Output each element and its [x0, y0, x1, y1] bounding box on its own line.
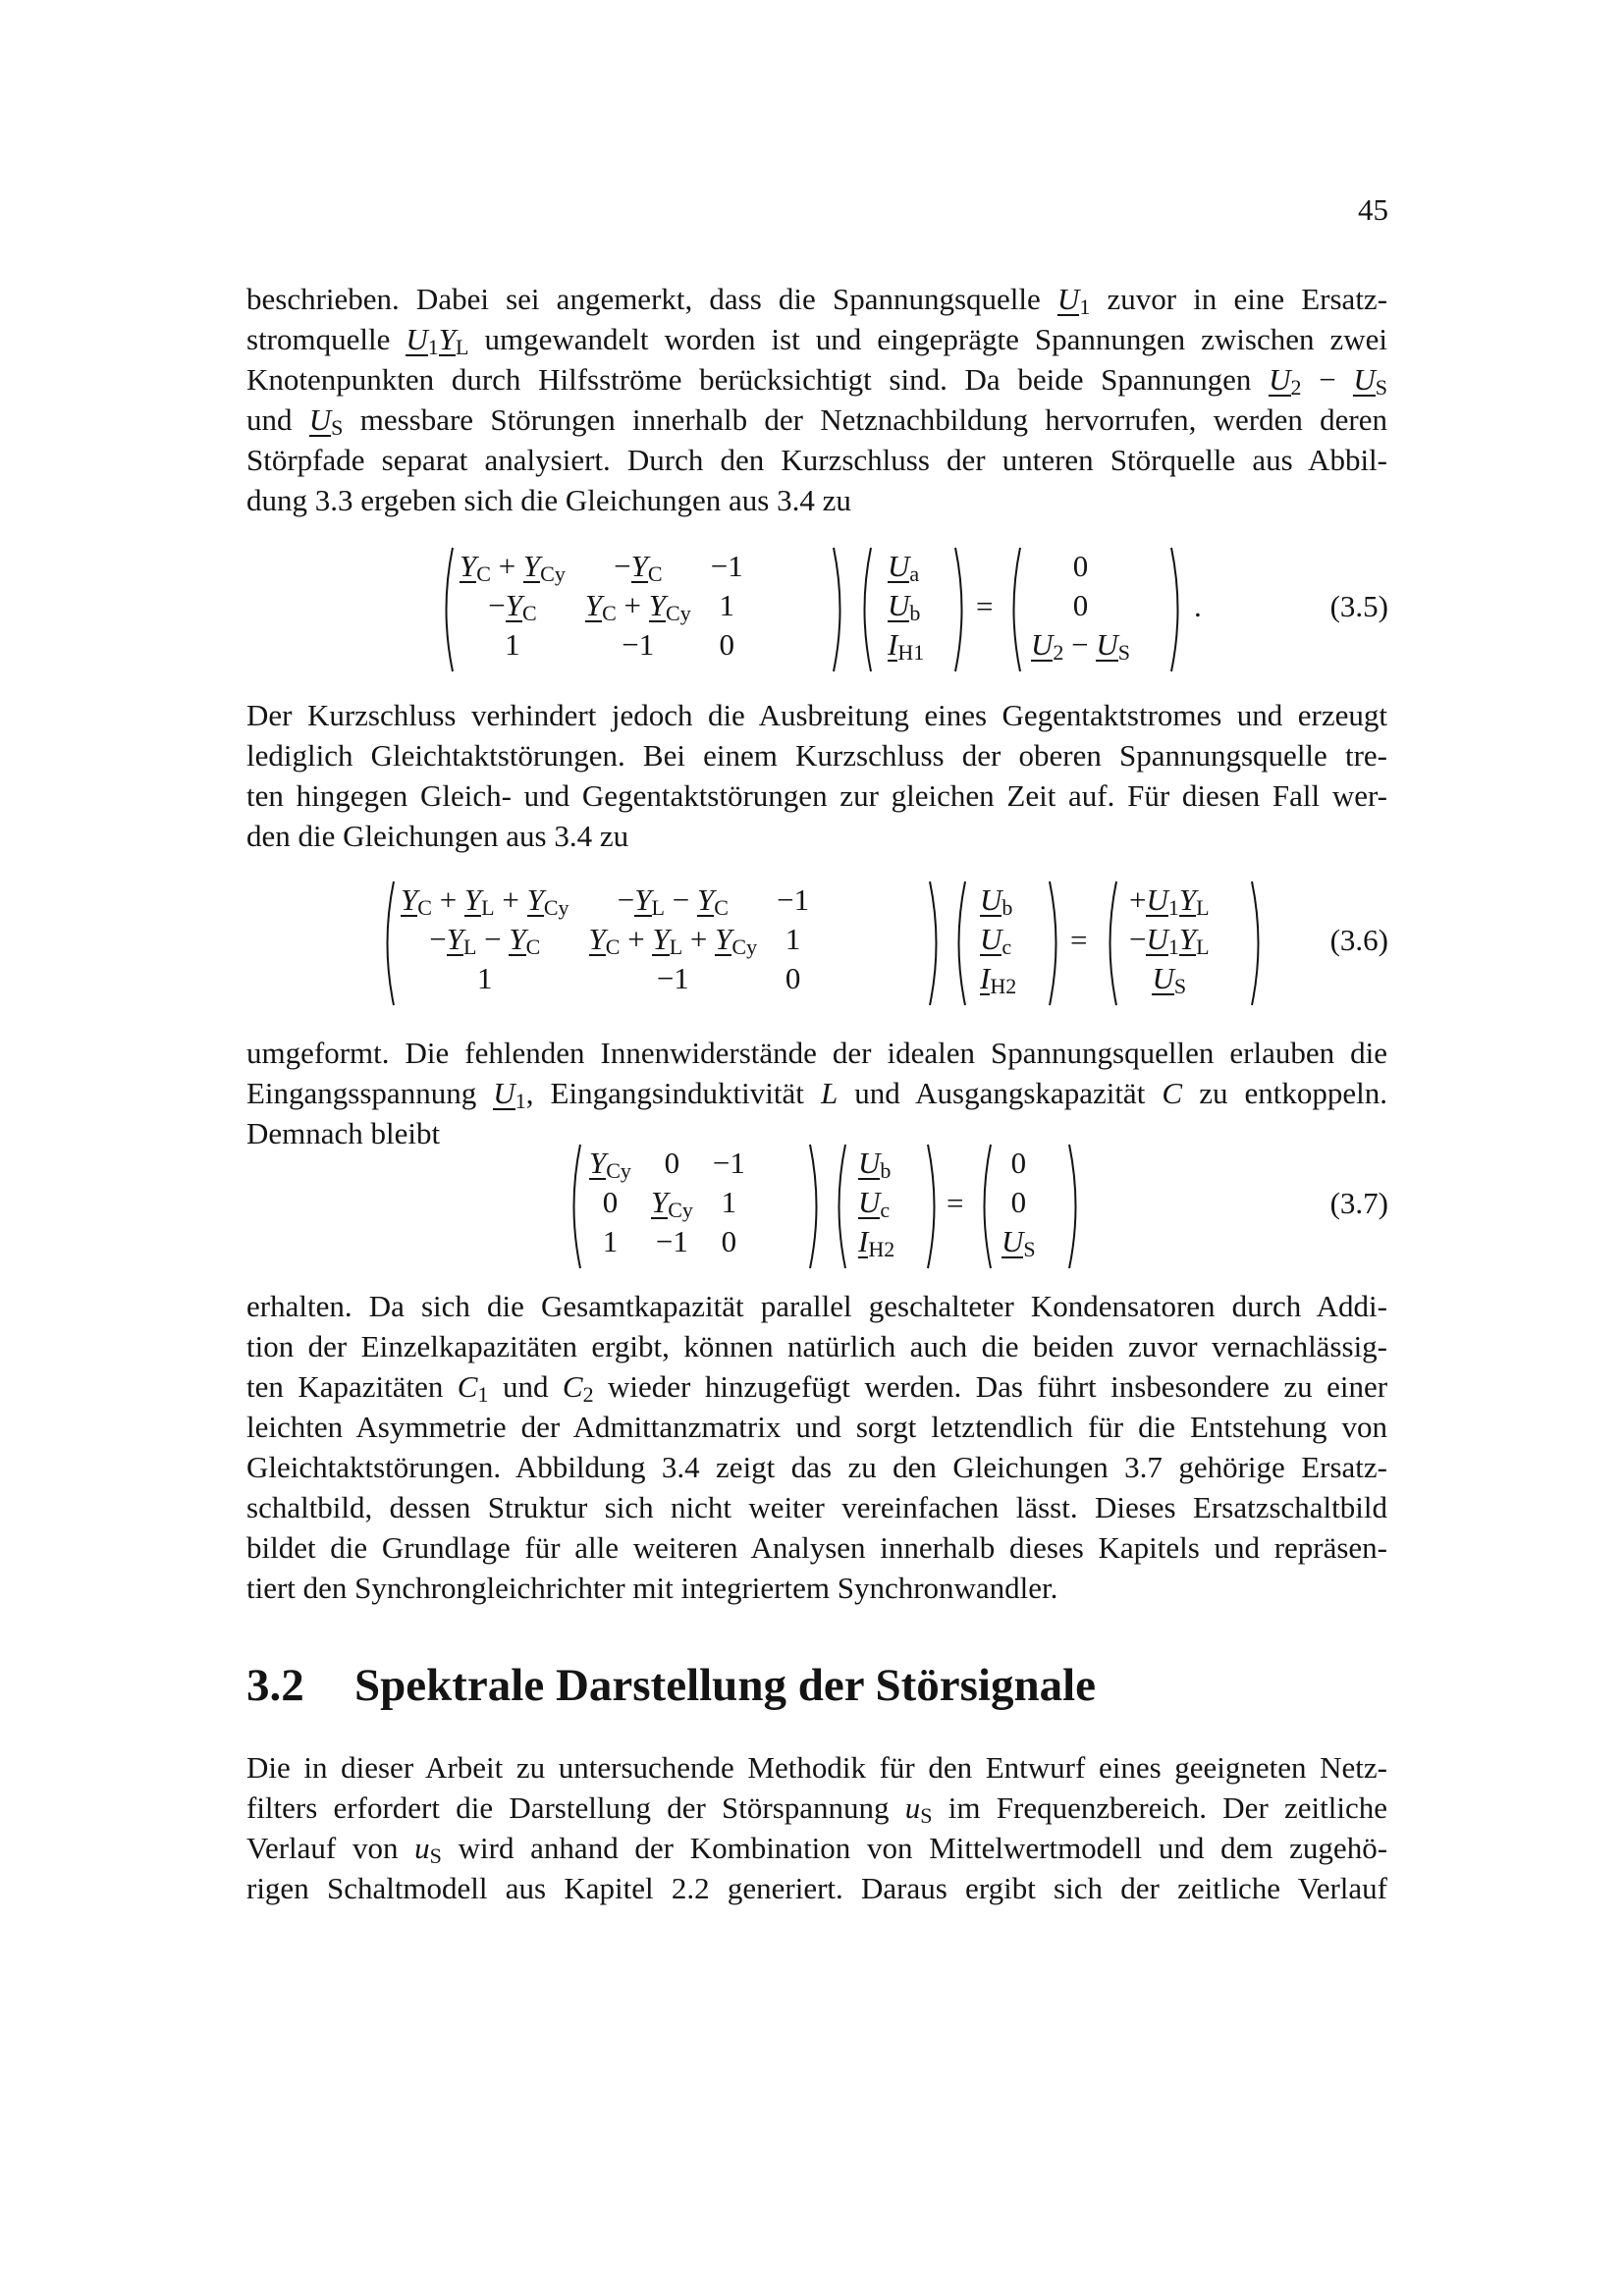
paragraph-1: beschrieben. Dabei sei angemerkt, dass die Spannungsquelle $U_1$ zuvor in eine Ersatz- stromquelle $U_1Y_L$ umgewandelt worden ist und eingeprägte Spannungen zwischen zwei Knotenpunkten durch Hilfsströme berücksichtigt sind. Da beide Spannungen $U_2 - U_S$ und $U_S$ messbare Störungen innerhalb der Netznachbildung hervorrufen, werden deren Störpfade separat analysiert. Durch den Kurzschluss der unteren Störquelle aus Abbil- dung 3.3 ergeben sich die Gleichungen aus 3.4 zu — [246, 282, 1388, 517]
equation-number: (3.6) — [1329, 923, 1388, 957]
page-number: 45 — [1358, 192, 1388, 227]
equation-number: (3.7) — [1329, 1186, 1388, 1220]
equation-3-7: $Y_{Cy}$ 0 −1 0 $Y_{Cy}$ 1 1 −1 0 $U_b$ $U_c$ $I_{H2}$ = 0 0 $U_S$ (3.7) — [0, 1143, 1624, 1270]
section-heading: 3.2 Spektrale Darstellung der Störsignale — [246, 1660, 1097, 1711]
equation-3-6: $Y_C + Y_L + Y_{Cy}$ $-Y_L - Y_C$ −1 $-Y_L - Y_C$ $Y_C + Y_L + Y_{Cy}$ 1 1 −1 0 $U_b$ $U_c$ $I_{H2}$ = $+U_1Y_L$ $-U_1Y_L$ $U_S$ (3.6) — [0, 880, 1624, 1007]
paragraph-2: Der Kurzschluss verhindert jedoch die Ausbreitung eines Gegentaktstromes und erzeugt lediglich Gleichtaktstörungen. Bei einem Kurzschluss der oberen Spannungsquelle tre- ten hingegen Gleich- und Gegentaktstörungen zur gleichen Zeit auf. Für diesen Fall wer- den die Gleichungen aus 3.4 zu — [246, 698, 1387, 853]
equation-number: (3.5) — [1329, 589, 1388, 623]
paragraph-5: Die in dieser Arbeit zu untersuchende Methodik für den Entwurf eines geeigneten Netz- filters erfordert die Darstellung der Störspannung $u_S$ im Frequenzbereich. Der zeitliche Verlauf von $u_S$ wird anhand der Kombination von Mittelwertmodell und dem zugehö- rigen Schaltmodell aus Kapitel 2.2 generiert. Daraus ergibt sich der zeitliche Verlauf — [246, 1750, 1388, 1905]
paragraph-3: umgeformt. Die fehlenden Innenwiderstände der idealen Spannungsquellen erlauben die Eingangsspannung $U_1$, Eingangsinduktivität L und Ausgangskapazität C zu entkoppeln. Demnach bleibt — [246, 1036, 1388, 1150]
equation-3-5: $Y_C + Y_{Cy}$ $-Y_C$ −1 $-Y_C$ $Y_C + Y_{Cy}$ 1 1 −1 0 $U_a$ $U_b$ $I_{H1}$ = 0 0 $U_2 - U_S$ . (3.5) — [0, 546, 1624, 673]
paragraph-4: erhalten. Da sich die Gesamtkapazität parallel geschalteter Kondensatoren durch Addi- tion der Einzelkapazitäten ergibt, können natürlich auch die beiden zuvor vernachlässig- ten Kapazitäten $C_1$ und $C_2$ wieder hinzugefügt werden. Das führt insbesondere zu einer leichten Asymmetrie der Admittanzmatrix und sorgt letztendlich für die Entstehung von Gleichtaktstörungen. Abbildung 3.4 zeigt das zu den Gleichungen 3.7 gehörige Ersatz- schaltbild, dessen Struktur sich nicht weiter vereinfachen lässt. Dieses Ersatzschaltbild bildet die Grundlage für alle weiteren Analysen innerhalb dieses Kapitels und repräsen- tiert den Synchrongleichrichter mit integriertem Synchronwandler. — [246, 1289, 1388, 1605]
